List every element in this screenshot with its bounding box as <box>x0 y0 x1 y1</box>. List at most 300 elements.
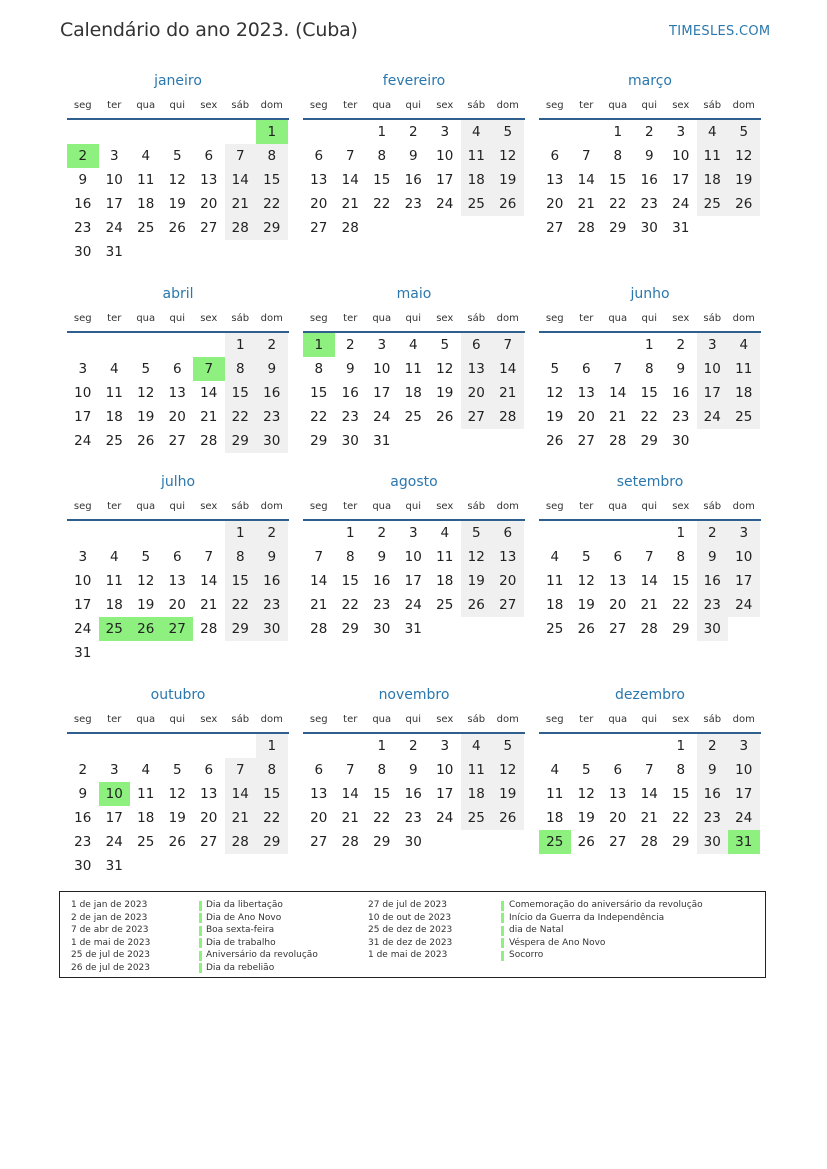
month-outubro <box>67 687 289 887</box>
weekday-header: sáb <box>467 714 486 725</box>
weekday-header: dom <box>496 100 519 111</box>
day-cell: 12 <box>577 786 595 802</box>
day-cell: 28 <box>341 220 359 236</box>
weekday-header: sáb <box>703 714 722 725</box>
weekday-header: sáb <box>703 100 722 111</box>
day-cell: 7 <box>225 144 257 168</box>
day-cell: 26 <box>728 192 760 216</box>
day-cell: 3 <box>728 734 760 758</box>
day-cell: 12 <box>577 573 595 589</box>
day-cell: 21 <box>492 381 524 405</box>
day-cell: 4 <box>728 333 760 357</box>
day-cell: 24 <box>74 433 92 449</box>
month-name: agosto <box>390 474 438 490</box>
day-cell: 18 <box>105 597 123 613</box>
day-cell: 28 <box>640 834 658 850</box>
day-cell: 16 <box>74 810 92 826</box>
day-cell: 6 <box>550 148 560 164</box>
day-cell: 3 <box>109 148 119 164</box>
day-cell: 1 <box>256 734 288 758</box>
day-cell: 10 <box>105 172 123 188</box>
day-cell: 11 <box>105 573 123 589</box>
weekday-header: qua <box>608 313 628 324</box>
day-cell: 28 <box>341 834 359 850</box>
weekday-header: seg <box>73 501 92 512</box>
day-cell: 26 <box>577 621 595 637</box>
day-cell: 30 <box>74 244 92 260</box>
day-cell: 24 <box>105 834 123 850</box>
day-cell: 8 <box>225 357 257 381</box>
day-cell: 31 <box>672 220 690 236</box>
day-cell: 18 <box>697 168 729 192</box>
weekday-header: sex <box>436 100 454 111</box>
day-cell: 17 <box>436 172 454 188</box>
day-cell: 10 <box>728 545 760 569</box>
weekday-header: qui <box>641 100 657 111</box>
day-cell: 13 <box>609 573 627 589</box>
month-janeiro <box>67 73 289 273</box>
day-cell: 11 <box>728 357 760 381</box>
holiday-legend <box>59 891 766 978</box>
legend-holiday-name: Véspera de Ano Novo <box>509 937 606 948</box>
day-cell: 16 <box>373 573 391 589</box>
day-cell: 2 <box>644 124 654 140</box>
day-cell: 29 <box>225 617 257 641</box>
weekday-header: seg <box>73 714 92 725</box>
day-cell: 19 <box>728 168 760 192</box>
day-cell: 29 <box>256 216 288 240</box>
day-cell: 10 <box>697 357 729 381</box>
day-cell: 6 <box>492 521 524 545</box>
day-cell: 1 <box>377 738 387 754</box>
day-cell: 29 <box>609 220 627 236</box>
day-cell: 5 <box>440 337 450 353</box>
day-cell: 15 <box>373 172 391 188</box>
holiday-day-cell: 2 <box>67 144 99 168</box>
weekday-header: seg <box>309 313 328 324</box>
day-cell: 16 <box>341 385 359 401</box>
day-cell: 14 <box>310 573 328 589</box>
day-cell: 31 <box>373 433 391 449</box>
month-name: setembro <box>616 474 684 490</box>
legend-date: 31 de dez de 2023 <box>368 937 453 948</box>
month-name: fevereiro <box>382 73 446 89</box>
holiday-day-cell: 1 <box>303 333 335 357</box>
day-cell: 14 <box>640 573 658 589</box>
day-cell: 5 <box>492 120 524 144</box>
day-cell: 12 <box>492 144 524 168</box>
day-cell: 15 <box>256 168 288 192</box>
day-cell: 22 <box>310 409 328 425</box>
day-cell: 20 <box>200 196 218 212</box>
day-cell: 12 <box>168 172 186 188</box>
day-cell: 24 <box>672 196 690 212</box>
day-cell: 7 <box>581 148 591 164</box>
legend-holiday-name: Dia da libertação <box>206 900 283 910</box>
legend-holiday-name: Dia de Ano Novo <box>206 912 282 923</box>
day-cell: 10 <box>404 549 422 565</box>
day-cell: 13 <box>546 172 564 188</box>
weekday-header: sáb <box>467 501 486 512</box>
day-cell: 10 <box>672 148 690 164</box>
day-cell: 11 <box>546 786 564 802</box>
day-cell: 6 <box>314 148 324 164</box>
day-cell: 16 <box>404 786 422 802</box>
day-cell: 21 <box>341 196 359 212</box>
day-cell: 23 <box>404 196 422 212</box>
day-cell: 12 <box>728 144 760 168</box>
day-cell: 17 <box>404 573 422 589</box>
day-cell: 6 <box>461 333 493 357</box>
day-cell: 23 <box>697 806 729 830</box>
day-cell: 25 <box>546 621 564 637</box>
weekday-header: sex <box>200 100 218 111</box>
legend-date: 25 de jul de 2023 <box>71 950 151 960</box>
legend-date: 1 de jan de 2023 <box>71 900 148 910</box>
weekday-header: sáb <box>703 313 722 324</box>
month-maio <box>303 286 525 486</box>
day-cell: 7 <box>314 549 324 565</box>
day-cell: 21 <box>341 810 359 826</box>
day-cell: 7 <box>204 549 214 565</box>
day-cell: 18 <box>105 409 123 425</box>
weekday-header: seg <box>309 714 328 725</box>
day-cell: 2 <box>256 333 288 357</box>
weekday-header: sáb <box>231 501 250 512</box>
day-cell: 6 <box>613 549 623 565</box>
day-cell: 21 <box>200 409 218 425</box>
month-setembro <box>539 474 761 674</box>
day-cell: 21 <box>200 597 218 613</box>
day-cell: 16 <box>256 381 288 405</box>
day-cell: 30 <box>341 433 359 449</box>
month-abril <box>67 286 289 486</box>
day-cell: 9 <box>256 545 288 569</box>
legend-holiday-name: Comemoração do aniversário da revolução <box>509 900 703 910</box>
day-cell: 1 <box>225 521 257 545</box>
legend-date: 26 de jul de 2023 <box>71 962 151 973</box>
legend-date: 27 de jul de 2023 <box>368 900 448 910</box>
day-cell: 22 <box>373 196 391 212</box>
day-cell: 13 <box>577 385 595 401</box>
day-cell: 28 <box>492 405 524 429</box>
day-cell: 22 <box>256 806 288 830</box>
weekday-header: ter <box>343 501 358 512</box>
day-cell: 5 <box>461 521 493 545</box>
day-cell: 17 <box>74 597 92 613</box>
day-cell: 12 <box>492 758 524 782</box>
day-cell: 8 <box>676 762 686 778</box>
weekday-header: ter <box>579 100 594 111</box>
day-cell: 5 <box>550 361 560 377</box>
day-cell: 2 <box>697 734 729 758</box>
day-cell: 24 <box>436 810 454 826</box>
month-dezembro <box>539 687 761 887</box>
month-junho <box>539 286 761 486</box>
day-cell: 10 <box>373 361 391 377</box>
day-cell: 21 <box>310 597 328 613</box>
day-cell: 2 <box>676 337 686 353</box>
weekday-header: qui <box>169 501 185 512</box>
day-cell: 25 <box>105 433 123 449</box>
day-cell: 17 <box>105 196 123 212</box>
month-julho <box>67 474 289 674</box>
legend-date: 2 de jan de 2023 <box>71 912 148 923</box>
day-cell: 17 <box>436 786 454 802</box>
day-cell: 27 <box>310 834 328 850</box>
day-cell: 18 <box>461 168 493 192</box>
day-cell: 14 <box>200 573 218 589</box>
day-cell: 22 <box>672 810 690 826</box>
day-cell: 13 <box>200 786 218 802</box>
day-cell: 6 <box>172 549 182 565</box>
day-cell: 13 <box>200 172 218 188</box>
day-cell: 4 <box>550 762 560 778</box>
day-cell: 15 <box>310 385 328 401</box>
day-cell: 26 <box>436 409 454 425</box>
day-cell: 20 <box>168 597 186 613</box>
day-cell: 27 <box>492 593 524 617</box>
day-cell: 25 <box>436 597 454 613</box>
day-cell: 26 <box>577 834 595 850</box>
day-cell: 16 <box>697 569 729 593</box>
day-cell: 25 <box>728 405 760 429</box>
day-cell: 30 <box>404 834 422 850</box>
day-cell: 4 <box>697 120 729 144</box>
day-cell: 20 <box>492 569 524 593</box>
day-cell: 28 <box>225 216 257 240</box>
day-cell: 18 <box>728 381 760 405</box>
month-name: dezembro <box>615 687 685 703</box>
weekday-header: qua <box>372 714 392 725</box>
legend-color-marker <box>199 951 202 961</box>
day-cell: 3 <box>109 762 119 778</box>
day-cell: 24 <box>404 597 422 613</box>
day-cell: 17 <box>697 381 729 405</box>
day-cell: 22 <box>609 196 627 212</box>
weekday-header: qui <box>641 313 657 324</box>
day-cell: 20 <box>609 810 627 826</box>
day-cell: 3 <box>728 521 760 545</box>
day-cell: 7 <box>644 762 654 778</box>
day-cell: 2 <box>377 525 387 541</box>
day-cell: 15 <box>609 172 627 188</box>
day-cell: 12 <box>546 385 564 401</box>
legend-date: 1 de mai de 2023 <box>368 950 448 960</box>
legend-color-marker <box>199 926 202 936</box>
day-cell: 19 <box>168 196 186 212</box>
day-cell: 1 <box>676 525 686 541</box>
month-name: novembro <box>378 687 450 703</box>
weekday-header: sáb <box>231 313 250 324</box>
month-name: junho <box>630 286 670 302</box>
day-cell: 1 <box>225 333 257 357</box>
day-cell: 5 <box>172 762 182 778</box>
month-name: janeiro <box>154 73 202 89</box>
day-cell: 29 <box>341 621 359 637</box>
day-cell: 4 <box>408 337 418 353</box>
weekday-header: qua <box>136 100 156 111</box>
day-cell: 24 <box>74 621 92 637</box>
day-cell: 19 <box>137 409 155 425</box>
day-cell: 3 <box>377 337 387 353</box>
day-cell: 3 <box>78 361 88 377</box>
day-cell: 1 <box>644 337 654 353</box>
holiday-day-cell: 25 <box>99 617 131 641</box>
day-cell: 27 <box>168 433 186 449</box>
day-cell: 3 <box>408 525 418 541</box>
day-cell: 7 <box>225 758 257 782</box>
legend-date: 10 de out de 2023 <box>368 912 452 923</box>
legend-date: 1 de mai de 2023 <box>71 937 151 948</box>
day-cell: 4 <box>141 762 151 778</box>
holiday-day-cell: 10 <box>99 782 131 806</box>
weekday-header: ter <box>107 501 122 512</box>
month-fevereiro <box>303 73 525 273</box>
day-cell: 16 <box>672 385 690 401</box>
day-cell: 23 <box>256 405 288 429</box>
day-cell: 17 <box>373 385 391 401</box>
day-cell: 12 <box>168 786 186 802</box>
day-cell: 11 <box>404 361 422 377</box>
day-cell: 30 <box>697 830 729 854</box>
day-cell: 9 <box>676 361 686 377</box>
weekday-header: ter <box>343 313 358 324</box>
day-cell: 5 <box>141 549 151 565</box>
day-cell: 15 <box>225 569 257 593</box>
weekday-header: dom <box>260 501 283 512</box>
legend-holiday-name: Dia da rebelião <box>206 962 275 973</box>
day-cell: 18 <box>137 196 155 212</box>
day-cell: 28 <box>225 830 257 854</box>
day-cell: 19 <box>577 810 595 826</box>
day-cell: 2 <box>78 762 88 778</box>
legend-color-marker <box>501 913 504 923</box>
day-cell: 28 <box>310 621 328 637</box>
day-cell: 7 <box>345 762 355 778</box>
weekday-header: seg <box>545 714 564 725</box>
day-cell: 22 <box>640 409 658 425</box>
day-cell: 26 <box>168 220 186 236</box>
day-cell: 31 <box>404 621 422 637</box>
weekday-header: qua <box>372 501 392 512</box>
day-cell: 27 <box>310 220 328 236</box>
weekday-header: dom <box>260 714 283 725</box>
day-cell: 30 <box>640 220 658 236</box>
weekday-header: qua <box>608 714 628 725</box>
weekday-header: sex <box>672 501 690 512</box>
day-cell: 22 <box>256 192 288 216</box>
day-cell: 1 <box>345 525 355 541</box>
weekday-header: seg <box>545 501 564 512</box>
month-name: maio <box>396 286 432 302</box>
day-cell: 24 <box>728 593 760 617</box>
day-cell: 7 <box>492 333 524 357</box>
legend-color-marker <box>199 913 202 923</box>
day-cell: 22 <box>225 593 257 617</box>
legend-holiday-name: Socorro <box>509 950 544 960</box>
day-cell: 1 <box>377 124 387 140</box>
day-cell: 19 <box>492 168 524 192</box>
day-cell: 20 <box>461 381 493 405</box>
day-cell: 19 <box>492 782 524 806</box>
day-cell: 14 <box>577 172 595 188</box>
month-agosto <box>303 474 525 674</box>
legend-color-marker <box>501 951 504 961</box>
day-cell: 30 <box>256 429 288 453</box>
weekday-header: qui <box>169 714 185 725</box>
day-cell: 27 <box>609 834 627 850</box>
day-cell: 23 <box>697 593 729 617</box>
day-cell: 13 <box>168 573 186 589</box>
day-cell: 3 <box>440 124 450 140</box>
day-cell: 14 <box>341 786 359 802</box>
day-cell: 5 <box>172 148 182 164</box>
day-cell: 20 <box>200 810 218 826</box>
day-cell: 15 <box>672 786 690 802</box>
weekday-header: sex <box>436 714 454 725</box>
day-cell: 20 <box>577 409 595 425</box>
holiday-day-cell: 27 <box>162 617 194 641</box>
day-cell: 29 <box>373 834 391 850</box>
day-cell: 15 <box>640 385 658 401</box>
day-cell: 12 <box>461 545 493 569</box>
day-cell: 17 <box>672 172 690 188</box>
legend-color-marker <box>199 938 202 948</box>
day-cell: 30 <box>697 617 729 641</box>
weekday-header: sex <box>200 501 218 512</box>
day-cell: 11 <box>105 385 123 401</box>
day-cell: 17 <box>728 569 760 593</box>
day-cell: 30 <box>256 617 288 641</box>
day-cell: 19 <box>436 385 454 401</box>
day-cell: 1 <box>676 738 686 754</box>
day-cell: 7 <box>613 361 623 377</box>
weekday-header: ter <box>107 100 122 111</box>
day-cell: 28 <box>640 621 658 637</box>
weekday-header: qua <box>608 501 628 512</box>
day-cell: 2 <box>408 124 418 140</box>
day-cell: 23 <box>74 834 92 850</box>
weekday-header: ter <box>343 714 358 725</box>
day-cell: 5 <box>581 762 591 778</box>
day-cell: 10 <box>74 385 92 401</box>
day-cell: 19 <box>577 597 595 613</box>
day-cell: 6 <box>204 762 214 778</box>
day-cell: 14 <box>200 385 218 401</box>
weekday-header: sáb <box>231 714 250 725</box>
day-cell: 30 <box>672 433 690 449</box>
day-cell: 13 <box>168 385 186 401</box>
day-cell: 29 <box>672 621 690 637</box>
page-title: Calendário do ano 2023. (Cuba) <box>60 19 358 41</box>
day-cell: 29 <box>310 433 328 449</box>
weekday-header: seg <box>545 313 564 324</box>
day-cell: 4 <box>550 549 560 565</box>
day-cell: 23 <box>640 196 658 212</box>
day-cell: 26 <box>168 834 186 850</box>
day-cell: 9 <box>697 758 729 782</box>
brand-link[interactable]: TIMESLES.COM <box>669 24 771 39</box>
weekday-header: qua <box>136 501 156 512</box>
day-cell: 25 <box>137 834 155 850</box>
weekday-header: ter <box>107 313 122 324</box>
day-cell: 27 <box>200 220 218 236</box>
day-cell: 31 <box>74 645 92 661</box>
day-cell: 24 <box>105 220 123 236</box>
day-cell: 26 <box>546 433 564 449</box>
day-cell: 11 <box>461 144 493 168</box>
